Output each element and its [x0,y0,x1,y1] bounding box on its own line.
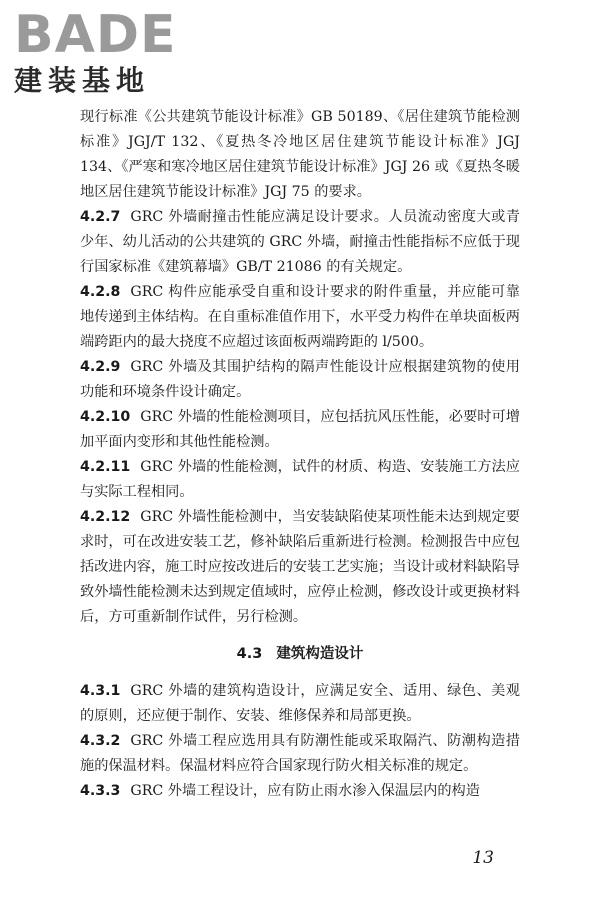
clause-number: 4.3.1 [80,683,121,699]
clause-4-2-12 [80,505,520,630]
clause-4-2-7 [80,205,520,280]
clause-number: 4.2.7 [80,209,121,225]
bade-logo [14,5,184,98]
logo-subtitle: 建装基地 [14,64,151,97]
clause-text: GRC 外墙及其围护结构的隔声性能设计应根据建筑物的使用功能和环境条件设计确定。 [80,359,520,400]
clause-4-2-9 [80,355,520,405]
section-heading [80,642,520,667]
clause-text: GRC 外墙的性能检测，试件的材质、构造、安装施工方法应与实际工程相同。 [80,459,520,500]
clause-number: 4.2.9 [80,359,121,375]
clause-4-2-11 [80,455,520,505]
page-number: 13 [472,848,494,868]
intro-paragraph: 现行标准《公共建筑节能设计标准》GB 50189、《居住建筑节能检测标准》JGJ/T 132、《夏热冬冷地区居住建筑节能设计标准》JGJ 134、《严寒和寒冷地区居住建筑节能设计标准》JGJ 26 或《夏热冬暖地区居住建筑节能设计标准》JGJ 75 的要求。 [80,109,520,200]
clause-4-3-3 [80,779,520,804]
clause-text: GRC 外墙工程应选用具有防潮性能或采取隔汽、防潮构造措施的保温材料。保温材料应符合国家现行防火相关标准的规定。 [80,733,520,774]
clause-4-3-1 [80,679,520,729]
section-number: 4.3 [236,646,263,662]
clause-number: 4.3.2 [80,733,121,749]
clause-4-3-2 [80,729,520,779]
clause-number: 4.2.8 [80,284,121,300]
clause-number: 4.2.10 [80,409,131,425]
clause-number: 4.3.3 [80,783,121,799]
clause-text: GRC 外墙耐撞击性能应满足设计要求。人员流动密度大或青少年、幼儿活动的公共建筑的 GRC 外墙，耐撞击性能指标不应低于现行国家标准《建筑幕墙》GB/T 21086 的有关规定。 [80,209,520,275]
clause-text: GRC 外墙的性能检测项目，应包括抗风压性能，必要时可增加平面内变形和其他性能检测。 [80,409,520,450]
clause-4-2-8 [80,280,520,355]
clause-text: GRC 构件应能承受自重和设计要求的附件重量，并应能可靠地传递到主体结构。在自重标准值作用下，水平受力构件在单块面板两端跨距内的最大挠度不应超过该面板两端跨距的 l/500。 [80,284,520,350]
clause-4-2-10 [80,405,520,455]
document-body [80,105,520,804]
logo-brand-text: BADE [14,5,177,65]
clause-number: 4.2.12 [80,509,131,525]
clause-text: GRC 外墙工程设计，应有防止雨水渗入保温层内的构造 [130,783,480,799]
clause-number: 4.2.11 [80,459,131,475]
clause-text: GRC 外墙性能检测中，当安装缺陷使某项性能未达到规定要求时，可在改进安装工艺，修补缺陷后重新进行检测。检测报告中应包括改进内容，施工时应按改进后的安装工艺实施；当设计或材料缺陷导致外墙性能检测未达到规定值域时，应停止检测，修改设计或更换材料后，方可重新制作试件，另行检测。 [80,509,520,625]
clause-text: GRC 外墙的建筑构造设计，应满足安全、适用、绿色、美观的原则，还应便于制作、安装、维修保养和局部更换。 [80,683,520,724]
section-title-text: 建筑构造设计 [276,646,364,662]
